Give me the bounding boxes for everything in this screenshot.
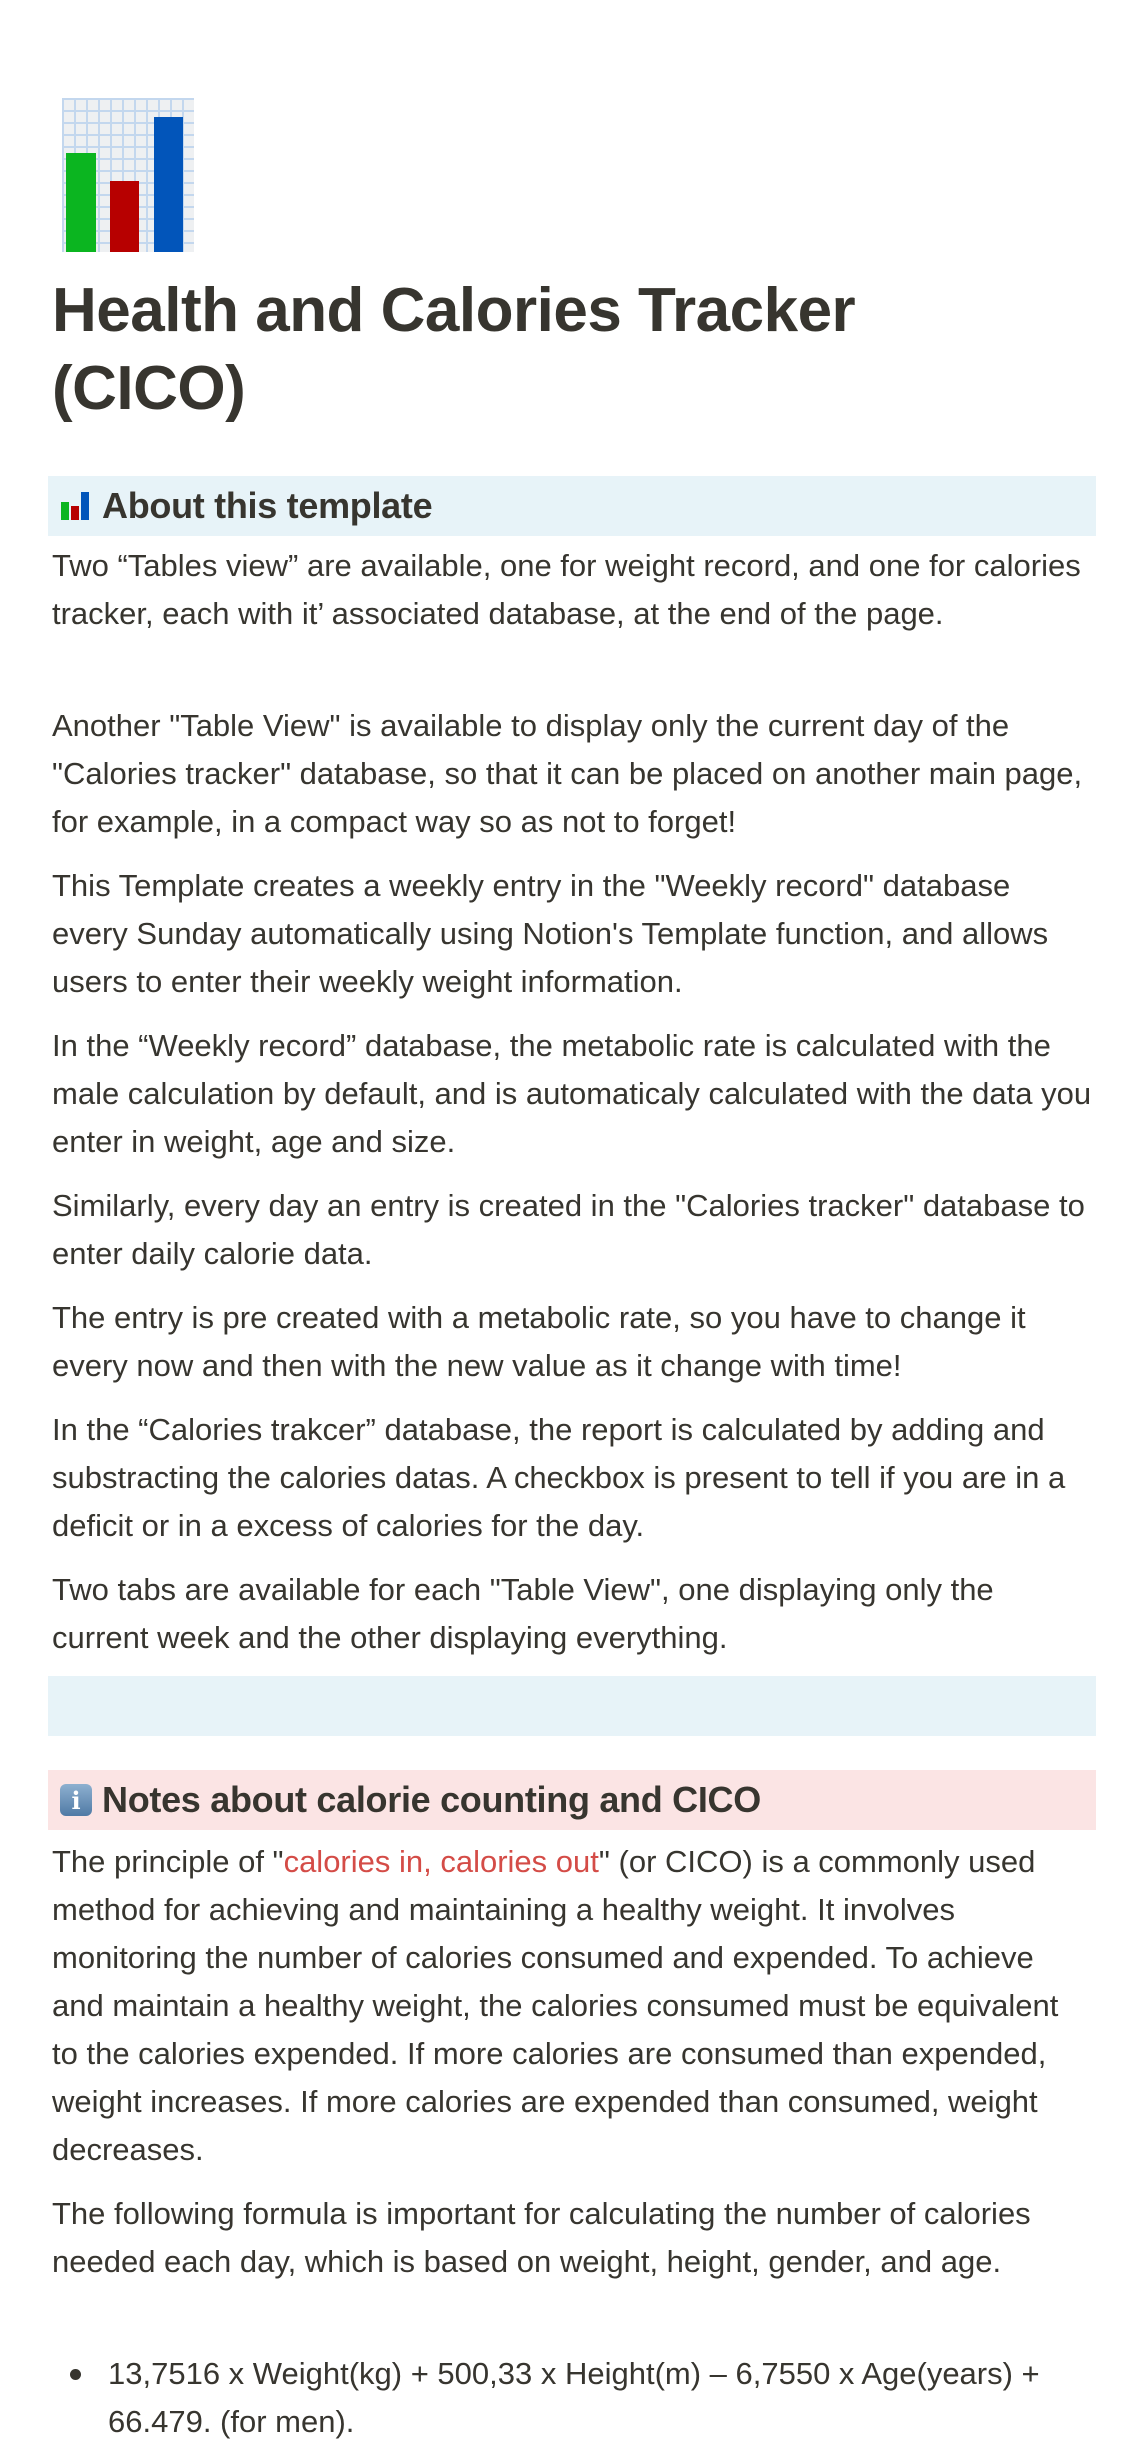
notes-callout-heading [48,1770,1096,1830]
about-heading-text: About this template [102,485,433,526]
cico-highlight: calories in, calories out [283,1844,599,1879]
intro-prefix: The principle of " [52,1844,284,1879]
notes-intro-paragraph [52,1838,1092,2174]
page-title: Health and Calories Tracker (CICO) [52,276,856,423]
chart-icon-bar-red [110,181,139,252]
formula-text: 13,7516 x Weight(kg) + 500,33 x Height(m) – 6,7550 x Age(years) + 66.479. (for men). [108,2356,1040,2439]
bar-chart-icon [60,490,92,522]
about-paragraph: Similarly, every day an entry is created in the "Calories tracker" database to enter daily calorie data. [52,1188,1085,1271]
formula-list-item [52,2350,1092,2446]
notes-heading-text: Notes about calorie counting and CICO [102,1779,761,1820]
info-icon: i [60,1784,92,1816]
about-paragraph: This Template creates a weekly entry in the "Weekly record" database every Sunday automatically using Notion's Template function, and allows users to enter their weekly weight information. [52,868,1049,999]
about-paragraph: Another "Table View" is available to display only the current day of the "Calories tracker" database, so that it can be placed on another main page, for example, in a compact way so as not to forget! [52,708,1083,839]
intro-suffix: " (or CICO) is a commonly used method for achieving and maintaining a healthy weight. It involves monitoring the number of calories consumed and expended. To achieve and maintain a healthy weight, the calories consumed must be equivalent to the calories expended. If more calories are consumed than expended, weight increases. If more calories are expended than consumed, weight decreases. [52,1844,1059,2167]
bar-chart-icon[interactable] [58,96,194,252]
about-paragraph: Two tabs are available for each "Table View", one displaying only the current week and the other displaying everything. [52,1572,994,1655]
about-callout-heading [48,476,1096,536]
chart-icon-bar-blue [154,117,183,252]
chart-icon-bar-green [66,153,96,252]
bullet-icon [70,2369,81,2380]
about-paragraph: Two “Tables view” are available, one for weight record, and one for calories tracker, each with it’ associated database, at the end of the page. [52,548,1081,631]
formula-intro-paragraph: The following formula is important for calculating the number of calories needed each day, which is based on weight, height, gender, and age. [52,2196,1031,2279]
about-paragraph: In the “Calories trakcer” database, the report is calculated by adding and substracting the calories datas. A checkbox is present to tell if you are in a deficit or in a excess of calories for the day. [52,1412,1066,1543]
chart-icon-grid [62,98,194,252]
about-callout-footer [48,1676,1096,1736]
about-paragraph: The entry is pre created with a metabolic rate, so you have to change it every now and then with the new value as it change with time! [52,1300,1026,1383]
about-paragraph: In the “Weekly record” database, the metabolic rate is calculated with the male calculation by default, and is automaticaly calculated with the data you enter in weight, age and size. [52,1028,1092,1159]
